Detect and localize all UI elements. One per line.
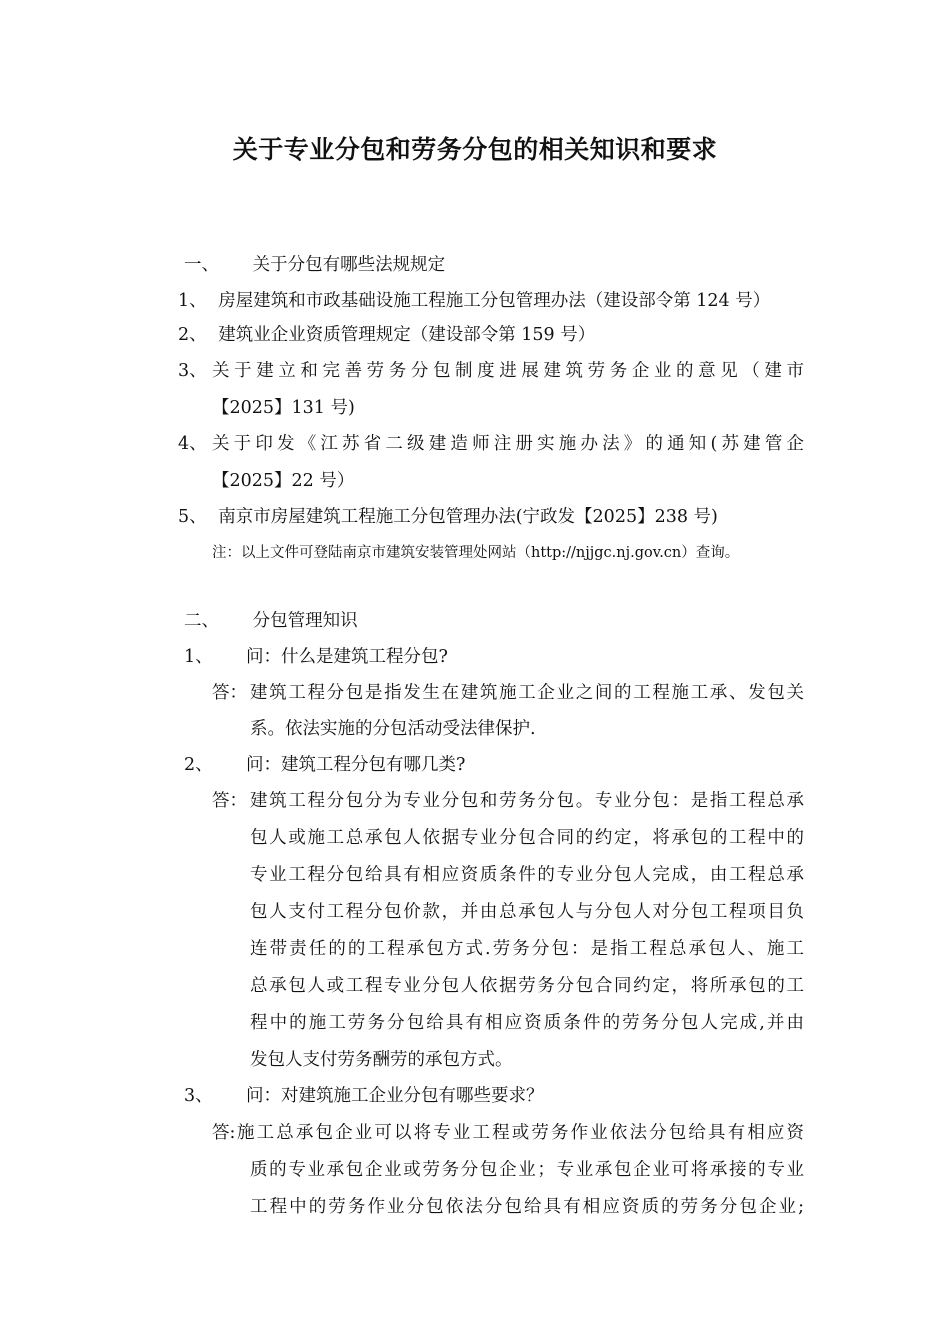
list-item (178, 359, 207, 383)
list-item-number: 1、 (178, 291, 207, 311)
answer-line: 建筑工程分包是指发生在建筑施工企业之间的工程施工承、发包关 (250, 683, 804, 703)
answer-label: 答： (212, 683, 247, 703)
list-item-number: 4、 (178, 434, 207, 454)
answer-line: 工程中的劳务作业分包依法分包给具有相应资质的劳务分包企业; (250, 1197, 804, 1217)
list-item-text: 房屋建筑和市政基础设施工程施工分包管理办法（建设部令第 124 号） (218, 291, 771, 311)
list-item-text: 关于建立和完善劳务分包制度进展建筑劳务企业的意见（建市 (212, 361, 804, 381)
section1-title: 关于分包有哪些法规规定 (252, 255, 446, 275)
answer-label: 答： (212, 791, 247, 811)
answer-line: 程中的施工劳务分包给具有相应资质条件的劳务分包人完成,并由 (250, 1013, 804, 1033)
answer-line: 总承包人或工程专业分包人依据劳务分包合同约定，将所承包的工 (250, 976, 804, 996)
section1-number: 一、 (184, 255, 219, 275)
list-item-number: 5、 (178, 507, 207, 527)
answer-line: 专业工程分包给具有相应资质条件的专业分包人完成，由工程总承 (250, 865, 804, 885)
qa-number: 3、 (184, 1086, 213, 1106)
note-text: 注：以上文件可登陆南京市建筑安装管理处网站（http://njjgc.nj.gov.cn）查询。 (212, 545, 740, 561)
qa-item (184, 753, 213, 777)
section1-heading (184, 253, 445, 277)
list-item-text: 关于印发《江苏省二级建造师注册实施办法》的通知(苏建管企 (212, 434, 804, 454)
answer-line: 质的专业承包企业或劳务分包企业；专业承包企业可将承接的专业 (250, 1160, 804, 1180)
section2-title: 分包管理知识 (252, 611, 358, 631)
page-title: 关于专业分包和劳务分包的相关知识和要求 (232, 135, 718, 164)
list-item-text-continued: 【2025】131 号) (212, 398, 355, 418)
section2-number: 二、 (184, 611, 219, 631)
answer-line: 发包人支付劳务酬劳的承包方式。 (250, 1050, 513, 1070)
answer-line: 施工总承包企业可以将专业工程或劳务作业依法分包给具有相应资 (237, 1123, 804, 1143)
list-item-number: 3、 (178, 361, 207, 381)
answer-line: 系。依法实施的分包活动受法律保护. (250, 719, 536, 739)
list-item (178, 323, 595, 347)
answer-line: 包人支付工程分包价款，并由总承包人与分包人对分包工程项目负 (250, 902, 804, 922)
section2-heading (184, 609, 358, 633)
list-item (178, 432, 207, 456)
list-item (178, 505, 718, 529)
list-item-text: 建筑业企业资质管理规定（建设部令第 159 号） (218, 325, 596, 345)
list-item (178, 289, 770, 313)
list-item-text-continued: 【2025】22 号） (212, 471, 355, 491)
qa-item (184, 645, 213, 669)
answer-label: 答: (212, 1123, 236, 1143)
list-item-text: 南京市房屋建筑工程施工分包管理办法(宁政发【2025】238 号) (218, 507, 718, 527)
list-item-number: 2、 (178, 325, 207, 345)
answer-line: 连带责任的的工程承包方式.劳务分包：是指工程总承包人、施工 (250, 939, 804, 959)
answer-line: 包人或施工总承包人依据专业分包合同的约定，将承包的工程中的 (250, 828, 804, 848)
question-text: 问：建筑工程分包有哪几类? (246, 755, 466, 775)
question-text: 问：什么是建筑工程分包? (246, 647, 448, 667)
qa-number: 1、 (184, 647, 213, 667)
qa-number: 2、 (184, 755, 213, 775)
answer-line: 建筑工程分包分为专业分包和劳务分包。专业分包：是指工程总承 (250, 791, 804, 811)
qa-item (184, 1084, 213, 1108)
question-text: 问：对建筑施工企业分包有哪些要求？ (246, 1086, 544, 1106)
